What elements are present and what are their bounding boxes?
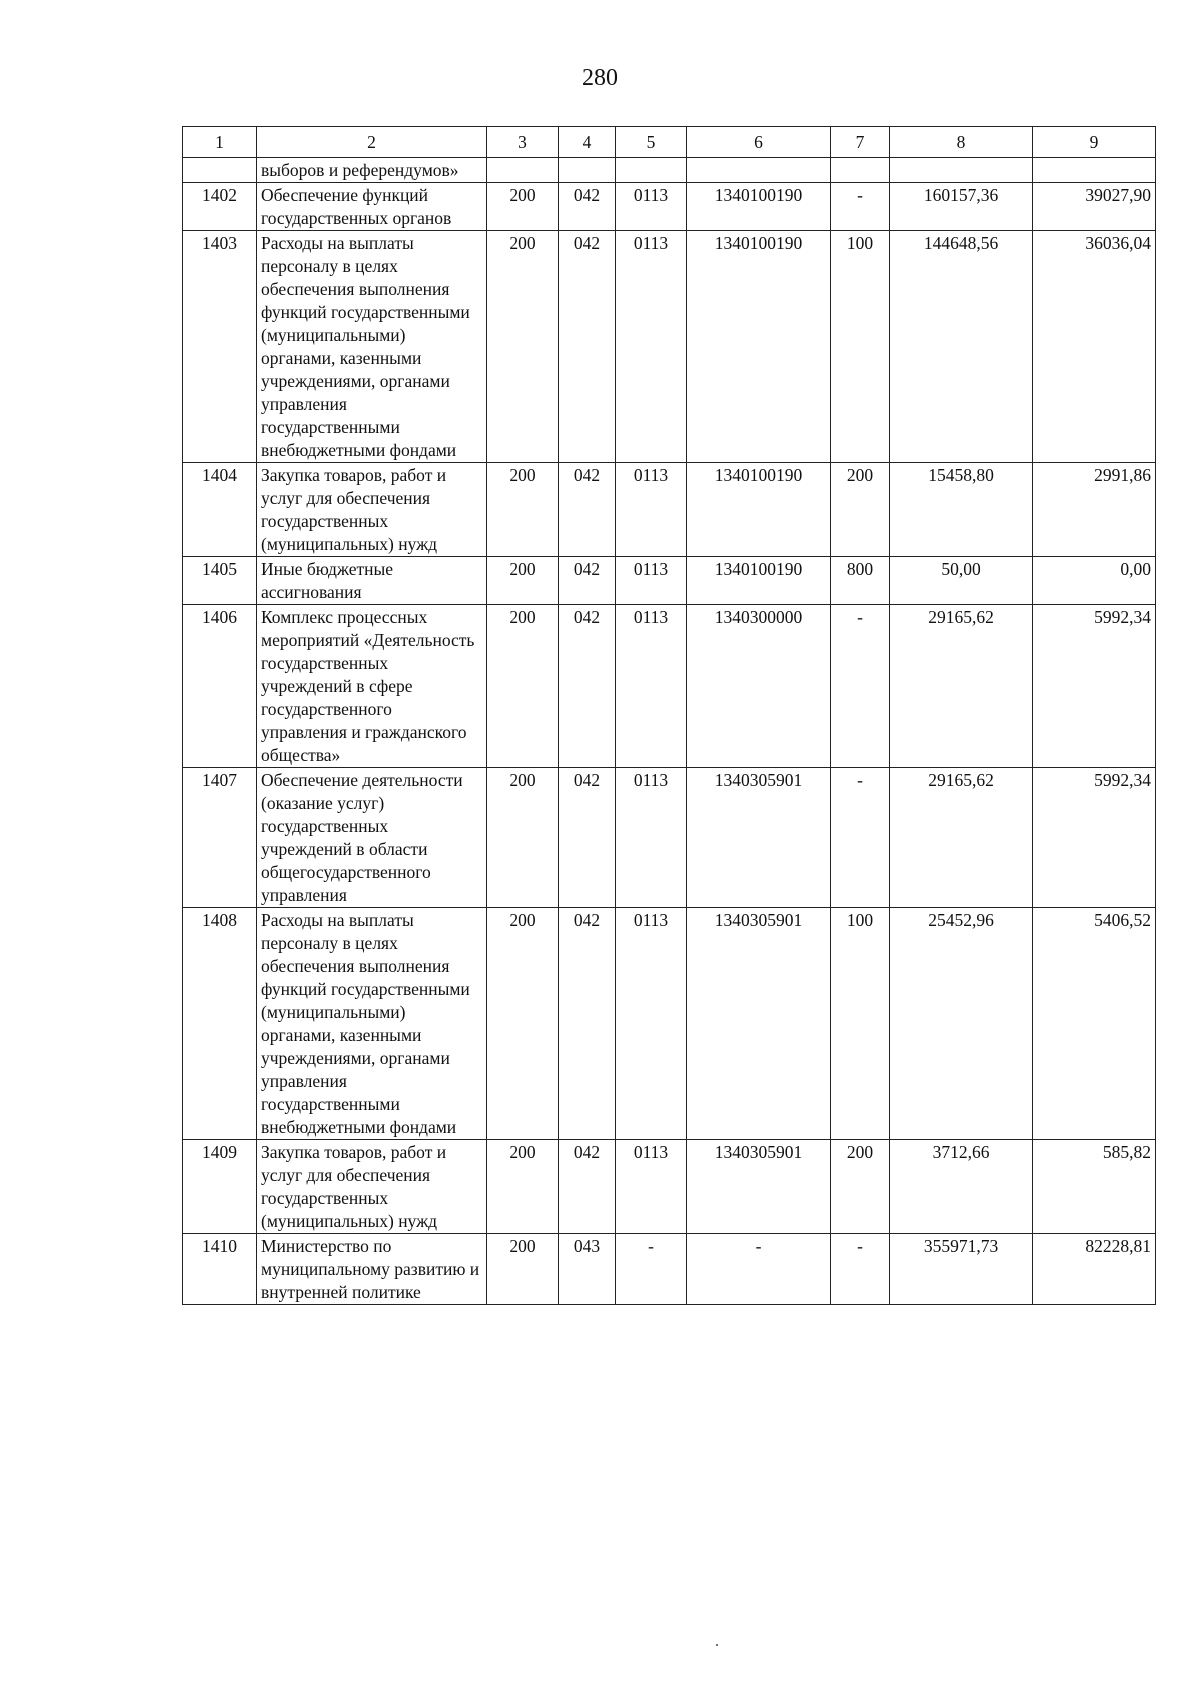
code-cell bbox=[687, 158, 831, 183]
row-description: Обеспечение функций государственных органов bbox=[257, 183, 487, 231]
row-description: Иные бюджетные ассигнования bbox=[257, 557, 487, 605]
code-cell: 042 bbox=[559, 605, 616, 768]
row-number: 1402 bbox=[183, 183, 257, 231]
code-cell: 200 bbox=[487, 557, 559, 605]
code-cell: 200 bbox=[831, 1140, 890, 1234]
table-row bbox=[183, 908, 1156, 1140]
code-cell: 0113 bbox=[616, 605, 687, 768]
row-description: Расходы на выплаты персоналу в целях обеспечения выполнения функций государственными (муниципальными) органами, казенными учреждениями, органами управления государственными внебюджетными фондами bbox=[257, 908, 487, 1140]
code-cell: 0113 bbox=[616, 1140, 687, 1234]
code-cell: 800 bbox=[831, 557, 890, 605]
row-description: Министерство по муниципальному развитию и внутренней политике bbox=[257, 1234, 487, 1305]
column-header: 9 bbox=[1033, 127, 1156, 158]
row-number: 1404 bbox=[183, 463, 257, 557]
code-cell: 0113 bbox=[616, 463, 687, 557]
amount-cell: 0,00 bbox=[1033, 557, 1156, 605]
row-number: 1405 bbox=[183, 557, 257, 605]
code-cell: - bbox=[831, 605, 890, 768]
code-cell bbox=[616, 158, 687, 183]
code-cell: - bbox=[687, 1234, 831, 1305]
row-number: 1410 bbox=[183, 1234, 257, 1305]
column-header: 1 bbox=[183, 127, 257, 158]
code-cell: - bbox=[831, 1234, 890, 1305]
code-cell: 1340100190 bbox=[687, 183, 831, 231]
column-header: 4 bbox=[559, 127, 616, 158]
table-row bbox=[183, 557, 1156, 605]
amount-cell: 355971,73 bbox=[890, 1234, 1033, 1305]
code-cell: 0113 bbox=[616, 908, 687, 1140]
amount-cell: 144648,56 bbox=[890, 231, 1033, 463]
code-cell: - bbox=[831, 768, 890, 908]
code-cell: 1340100190 bbox=[687, 557, 831, 605]
code-cell: 043 bbox=[559, 1234, 616, 1305]
amount-cell: 585,82 bbox=[1033, 1140, 1156, 1234]
code-cell: 042 bbox=[559, 557, 616, 605]
amount-cell: 82228,81 bbox=[1033, 1234, 1156, 1305]
code-cell: 200 bbox=[487, 231, 559, 463]
code-cell bbox=[559, 158, 616, 183]
amount-cell: 50,00 bbox=[890, 557, 1033, 605]
amount-cell: 160157,36 bbox=[890, 183, 1033, 231]
amount-cell: 5992,34 bbox=[1033, 768, 1156, 908]
row-number: 1406 bbox=[183, 605, 257, 768]
code-cell: 1340300000 bbox=[687, 605, 831, 768]
column-header: 7 bbox=[831, 127, 890, 158]
amount-cell: 25452,96 bbox=[890, 908, 1033, 1140]
row-description: Закупка товаров, работ и услуг для обеспечения государственных (муниципальных) нужд bbox=[257, 1140, 487, 1234]
row-number: 1408 bbox=[183, 908, 257, 1140]
row-number: 1409 bbox=[183, 1140, 257, 1234]
table-body bbox=[183, 158, 1156, 1305]
amount-cell bbox=[1033, 158, 1156, 183]
row-description: Комплекс процессных мероприятий «Деятельность государственных учреждений в сфере государственного управления и гражданского общества» bbox=[257, 605, 487, 768]
table-row bbox=[183, 158, 1156, 183]
table-row bbox=[183, 1234, 1156, 1305]
code-cell bbox=[831, 158, 890, 183]
row-description: Закупка товаров, работ и услуг для обеспечения государственных (муниципальных) нужд bbox=[257, 463, 487, 557]
row-number: 1407 bbox=[183, 768, 257, 908]
code-cell: - bbox=[616, 1234, 687, 1305]
row-description: Обеспечение деятельности (оказание услуг) государственных учреждений в области общегосударственного управления bbox=[257, 768, 487, 908]
budget-table bbox=[182, 126, 1156, 1305]
code-cell: 042 bbox=[559, 908, 616, 1140]
column-header: 2 bbox=[257, 127, 487, 158]
code-cell bbox=[487, 158, 559, 183]
amount-cell: 39027,90 bbox=[1033, 183, 1156, 231]
code-cell: - bbox=[831, 183, 890, 231]
amount-cell: 29165,62 bbox=[890, 768, 1033, 908]
code-cell: 1340305901 bbox=[687, 908, 831, 1140]
code-cell: 0113 bbox=[616, 183, 687, 231]
amount-cell: 2991,86 bbox=[1033, 463, 1156, 557]
code-cell: 042 bbox=[559, 1140, 616, 1234]
code-cell: 1340305901 bbox=[687, 768, 831, 908]
code-cell: 0113 bbox=[616, 768, 687, 908]
row-description: Расходы на выплаты персоналу в целях обеспечения выполнения функций государственными (муниципальными) органами, казенными учреждениями, органами управления государственными внебюджетными фондами bbox=[257, 231, 487, 463]
table-row bbox=[183, 463, 1156, 557]
code-cell: 200 bbox=[487, 463, 559, 557]
table-row bbox=[183, 183, 1156, 231]
code-cell: 200 bbox=[487, 908, 559, 1140]
code-cell: 200 bbox=[487, 1140, 559, 1234]
table-row bbox=[183, 768, 1156, 908]
code-cell: 200 bbox=[831, 463, 890, 557]
row-number bbox=[183, 158, 257, 183]
column-header: 6 bbox=[687, 127, 831, 158]
column-header: 3 bbox=[487, 127, 559, 158]
amount-cell: 29165,62 bbox=[890, 605, 1033, 768]
header-row bbox=[183, 127, 1156, 158]
code-cell: 100 bbox=[831, 231, 890, 463]
column-header: 8 bbox=[890, 127, 1033, 158]
code-cell: 1340305901 bbox=[687, 1140, 831, 1234]
row-description: выборов и референдумов» bbox=[257, 158, 487, 183]
amount-cell: 5992,34 bbox=[1033, 605, 1156, 768]
page-number: 280 bbox=[582, 65, 618, 91]
amount-cell: 36036,04 bbox=[1033, 231, 1156, 463]
row-number: 1403 bbox=[183, 231, 257, 463]
code-cell: 100 bbox=[831, 908, 890, 1140]
code-cell: 042 bbox=[559, 463, 616, 557]
column-header: 5 bbox=[616, 127, 687, 158]
code-cell: 0113 bbox=[616, 557, 687, 605]
code-cell: 200 bbox=[487, 183, 559, 231]
code-cell: 042 bbox=[559, 768, 616, 908]
table-row bbox=[183, 605, 1156, 768]
code-cell: 0113 bbox=[616, 231, 687, 463]
amount-cell: 15458,80 bbox=[890, 463, 1033, 557]
scan-speck bbox=[716, 1644, 718, 1646]
amount-cell: 3712,66 bbox=[890, 1140, 1033, 1234]
code-cell: 200 bbox=[487, 1234, 559, 1305]
amount-cell: 5406,52 bbox=[1033, 908, 1156, 1140]
code-cell: 200 bbox=[487, 605, 559, 768]
code-cell: 042 bbox=[559, 231, 616, 463]
code-cell: 1340100190 bbox=[687, 463, 831, 557]
table-row bbox=[183, 231, 1156, 463]
code-cell: 200 bbox=[487, 768, 559, 908]
code-cell: 1340100190 bbox=[687, 231, 831, 463]
amount-cell bbox=[890, 158, 1033, 183]
table-row bbox=[183, 1140, 1156, 1234]
code-cell: 042 bbox=[559, 183, 616, 231]
